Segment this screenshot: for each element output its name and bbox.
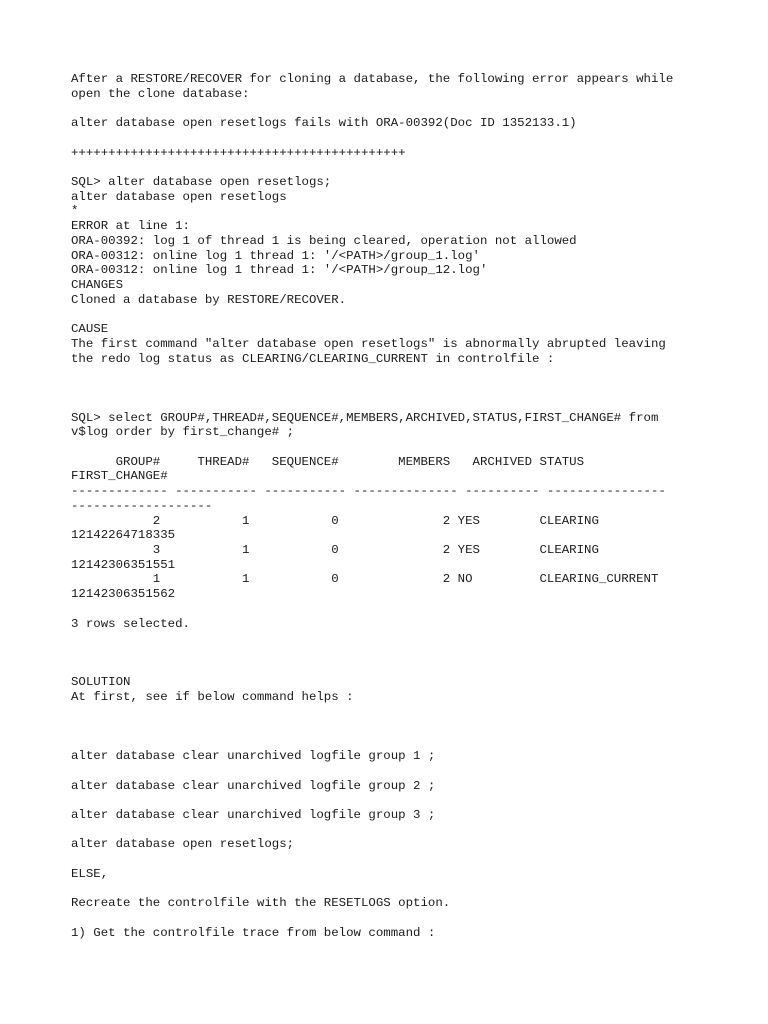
error-marker: *	[71, 204, 79, 219]
sql-command: alter database clear unarchived logfile group 2 ;	[71, 778, 436, 793]
error-line: ORA-00392: log 1 of thread 1 is being cleared, operation not allowed	[71, 233, 577, 248]
text-line	[71, 764, 751, 779]
text-line	[71, 131, 751, 146]
text-line	[71, 720, 751, 735]
result-header: GROUP# THREAD# SEQUENCE# MEMBERS ARCHIVED STATUS	[71, 454, 585, 469]
text-line: At first, see if below command helps :	[71, 690, 354, 705]
text-line	[71, 882, 751, 897]
sql-command: alter database open resetlogs;	[71, 837, 295, 852]
text-line	[71, 602, 751, 617]
text-line	[71, 705, 751, 720]
text-line	[71, 101, 751, 116]
result-header: FIRST_CHANGE#	[71, 469, 168, 484]
text-line	[71, 823, 751, 838]
text-line: ELSE,	[71, 866, 109, 881]
section-heading-solution: SOLUTION	[71, 675, 131, 690]
sql-query: SQL> select GROUP#,THREAD#,SEQUENCE#,MEMBERS,ARCHIVED,STATUS,FIRST_CHANGE# from	[71, 410, 659, 425]
text-line	[71, 308, 751, 323]
text-line	[71, 793, 751, 808]
text-line	[71, 631, 751, 646]
result-row: 3 1 0 2 YES CLEARING	[71, 543, 599, 557]
result-divider: ------------- ----------- ----------- -------------- ---------- ----------------	[71, 484, 666, 499]
text-line	[71, 646, 751, 661]
result-row: 2 1 0 2 YES CLEARING	[71, 513, 599, 528]
result-row: 12142306351551	[71, 557, 176, 572]
sql-command: SQL> alter database open resetlogs;	[71, 175, 332, 190]
sql-echo: alter database open resetlogs	[71, 189, 287, 204]
section-heading-changes: CHANGES	[71, 278, 124, 293]
error-line: ORA-00312: online log 1 thread 1: '/<PATH>/group_12.log'	[71, 263, 488, 278]
result-divider: -------------------	[71, 498, 213, 513]
result-row: 12142306351562	[71, 587, 176, 602]
section-heading-cause: CAUSE	[71, 322, 109, 337]
text-line: alter database open resetlogs fails with ORA-00392(Doc ID 1352133.1)	[71, 116, 577, 131]
result-row: 1 1 0 2 NO CLEARING_CURRENT	[71, 572, 659, 587]
row-count: 3 rows selected.	[71, 616, 190, 631]
text-line: After a RESTORE/RECOVER for cloning a database, the following error appears while	[71, 72, 674, 86]
text-line	[71, 911, 751, 926]
error-line: ORA-00312: online log 1 thread 1: '/<PATH>/group_1.log'	[71, 248, 480, 263]
text-line	[71, 852, 751, 867]
document-body	[71, 72, 751, 940]
sql-command: alter database clear unarchived logfile group 3 ;	[71, 807, 436, 822]
text-line: open the clone database:	[71, 86, 250, 101]
text-line: Cloned a database by RESTORE/RECOVER.	[71, 292, 347, 307]
separator-line: +++++++++++++++++++++++++++++++++++++++++++++	[71, 145, 406, 160]
text-line: the redo log status as CLEARING/CLEARING_CURRENT in controlfile :	[71, 351, 555, 366]
result-row: 12142264718335	[71, 528, 176, 543]
text-line	[71, 381, 751, 396]
text-line	[71, 366, 751, 381]
sql-query: v$log order by first_change# ;	[71, 425, 295, 440]
text-line	[71, 734, 751, 749]
text-line	[71, 160, 751, 175]
error-line: ERROR at line 1:	[71, 219, 190, 234]
text-line	[71, 440, 751, 455]
text-line	[71, 396, 751, 411]
text-line	[71, 661, 751, 676]
text-line: The first command "alter database open resetlogs" is abnormally abrupted leaving	[71, 336, 666, 351]
text-line: 1) Get the controlfile trace from below command :	[71, 925, 436, 940]
text-line: Recreate the controlfile with the RESETLOGS option.	[71, 896, 451, 911]
sql-command: alter database clear unarchived logfile group 1 ;	[71, 749, 436, 764]
